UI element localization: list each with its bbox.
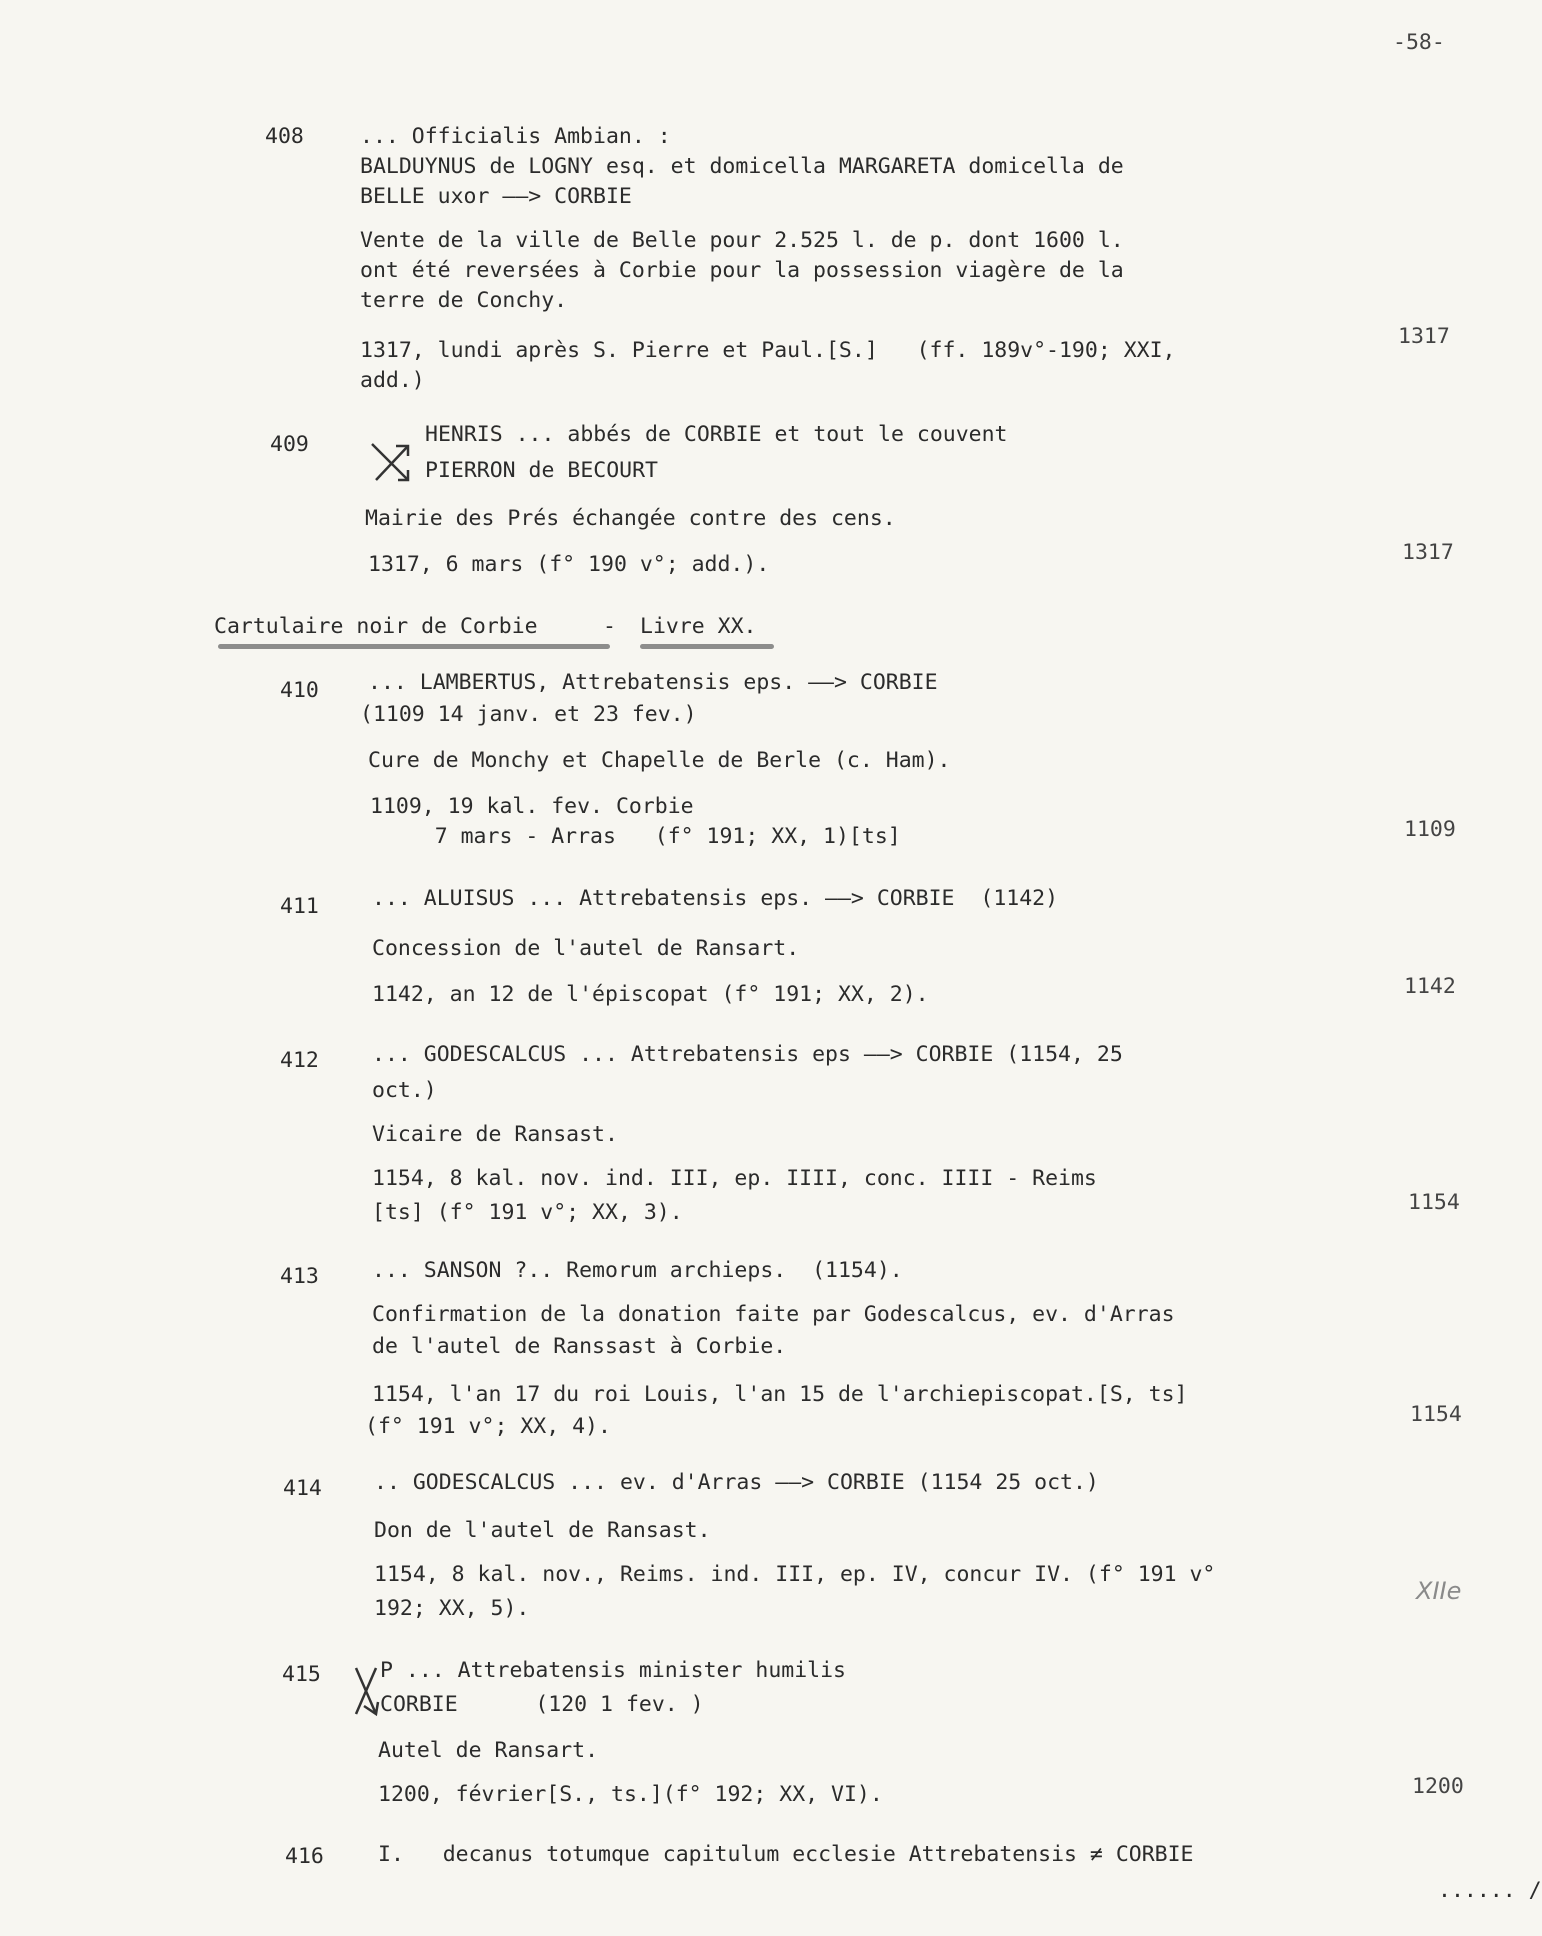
cross-arrows-icon <box>368 438 418 488</box>
entry-parties-line: ... Officialis Ambian. : <box>360 124 671 149</box>
entry-number: 415 <box>282 1662 321 1687</box>
entry-parties-line: P ... Attrebatensis minister humilis <box>380 1658 846 1683</box>
entry-reference-line: 192; XX, 5). <box>374 1596 530 1621</box>
entry-parties-line: ... GODESCALCUS ... Attrebatensis eps ——> CORBIE (1154, 25 <box>372 1042 1123 1067</box>
heading-underline <box>640 644 774 649</box>
entry-reference-line: 1109, 19 kal. fev. Corbie <box>370 794 694 819</box>
entry-reference-line: 1154, l'an 17 du roi Louis, l'an 15 de l'archiepiscopat.[S, ts] <box>372 1382 1188 1407</box>
entry-reference-line: 7 mars - Arras (f° 191; XX, 1)[ts] <box>370 824 901 849</box>
entry-summary-line: ont été reversées à Corbie pour la possession viagère de la <box>360 258 1124 283</box>
cross-arrows-icon <box>352 1662 382 1720</box>
entry-number: 410 <box>280 678 319 703</box>
entry-summary-line: terre de Conchy. <box>360 288 568 313</box>
entry-reference-line: 1142, an 12 de l'épiscopat (f° 191; XX, 2). <box>372 982 929 1007</box>
entry-reference-line: 1200, février[S., ts.](f° 192; XX, VI). <box>378 1782 883 1807</box>
entry-number: 413 <box>280 1264 319 1289</box>
entry-summary-line: de l'autel de Ranssast à Corbie. <box>372 1334 787 1359</box>
entry-number: 414 <box>283 1476 322 1501</box>
entry-date: 1154 <box>1408 1190 1460 1215</box>
entry-summary-line: Vicaire de Ransast. <box>372 1122 618 1147</box>
entry-reference-line: (f° 191 v°; XX, 4). <box>365 1414 611 1439</box>
entry-summary-line: Confirmation de la donation faite par Godescalcus, ev. d'Arras <box>372 1302 1175 1327</box>
entry-parties-line: BELLE uxor ——> CORBIE <box>360 184 632 209</box>
entry-parties-line: HENRIS ... abbés de CORBIE et tout le couvent <box>425 422 1008 447</box>
entry-date: 1317 <box>1398 324 1450 349</box>
entry-reference-line: add.) <box>360 368 425 393</box>
entry-number: 416 <box>285 1844 324 1869</box>
margin-note: XIIe <box>1416 1577 1462 1605</box>
entry-number: 408 <box>265 124 304 149</box>
entry-parties-line: .. GODESCALCUS ... ev. d'Arras ——> CORBIE (1154 25 oct.) <box>374 1470 1099 1495</box>
continuation-mark: ...... / <box>1438 1878 1542 1903</box>
entry-summary-line: Cure de Monchy et Chapelle de Berle (c. Ham). <box>368 748 951 773</box>
page-number: -58- <box>1393 30 1445 55</box>
section-heading-part1: Cartulaire noir de Corbie <box>214 614 538 639</box>
section-heading-dash: - <box>590 614 629 639</box>
entry-number: 409 <box>270 432 309 457</box>
section-heading-part2: Livre XX. <box>640 614 757 639</box>
entry-parties-line: oct.) <box>372 1078 437 1103</box>
heading-underline <box>218 644 610 649</box>
entry-parties-line: BALDUYNUS de LOGNY esq. et domicella MARGARETA domicella de <box>360 154 1124 179</box>
entry-number: 412 <box>280 1048 319 1073</box>
entry-summary-line: Don de l'autel de Ransast. <box>374 1518 711 1543</box>
entry-reference-line: 1154, 8 kal. nov., Reims. ind. III, ep. IV, concur IV. (f° 191 v° <box>374 1562 1216 1587</box>
entry-reference-line: 1317, 6 mars (f° 190 v°; add.). <box>368 552 770 577</box>
entry-summary-line: Vente de la ville de Belle pour 2.525 l. de p. dont 1600 l. <box>360 228 1124 253</box>
entry-parties-line: ... SANSON ?.. Remorum archieps. (1154). <box>372 1258 903 1283</box>
entry-date: 1154 <box>1410 1402 1462 1427</box>
entry-parties-line: CORBIE (120 1 fev. ) <box>380 1692 704 1717</box>
entry-parties-line: ... ALUISUS ... Attrebatensis eps. ——> CORBIE (1142) <box>372 886 1059 911</box>
entry-reference-line: [ts] (f° 191 v°; XX, 3). <box>372 1200 683 1225</box>
entry-summary-line: Autel de Ransart. <box>378 1738 599 1763</box>
entry-parties-line: ... LAMBERTUS, Attrebatensis eps. ——> CORBIE <box>368 670 938 695</box>
entry-date: 1142 <box>1404 974 1456 999</box>
entry-date: 1109 <box>1404 817 1456 842</box>
entry-summary-line: Mairie des Prés échangée contre des cens. <box>365 506 896 531</box>
entry-reference-line: 1317, lundi après S. Pierre et Paul.[S.] (ff. 189v°-190; XXI, <box>360 338 1176 363</box>
entry-parties-line: (1109 14 janv. et 23 fev.) <box>360 702 697 727</box>
entry-date: 1317 <box>1402 540 1454 565</box>
entry-date: 1200 <box>1412 1774 1464 1799</box>
entry-number: 411 <box>280 894 319 919</box>
entry-parties-line: I. decanus totumque capitulum ecclesie Attrebatensis ≠ CORBIE <box>378 1842 1194 1867</box>
entry-parties-line: PIERRON de BECOURT <box>425 458 658 483</box>
entry-summary-line: Concession de l'autel de Ransart. <box>372 936 800 961</box>
entry-reference-line: 1154, 8 kal. nov. ind. III, ep. IIII, conc. IIII - Reims <box>372 1166 1097 1191</box>
